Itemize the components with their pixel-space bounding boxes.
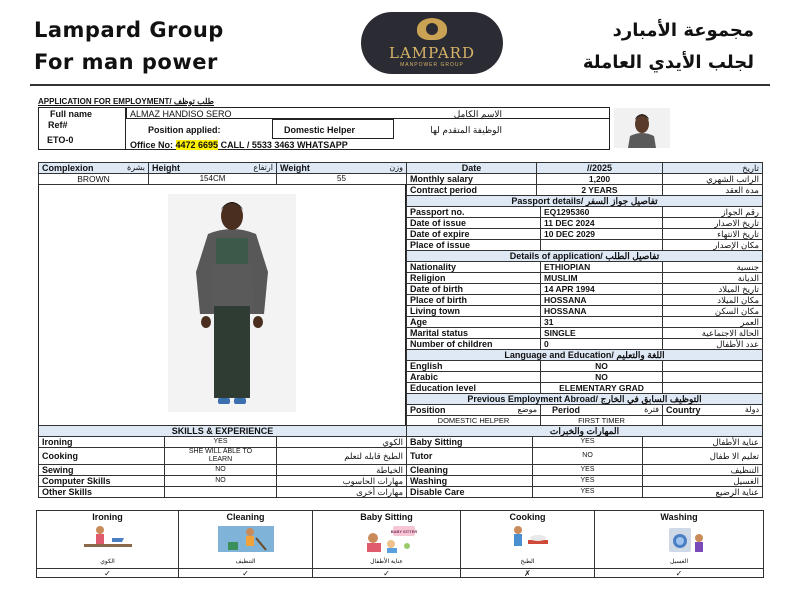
skill-right-arabic: تعليم الا طفال <box>643 448 763 465</box>
details-row-label: Nationality <box>407 262 541 273</box>
skill-card-mark: ✓ <box>179 568 312 578</box>
skill-card-title: Baby Sitting <box>360 512 413 522</box>
skills-row <box>39 437 763 448</box>
company-logo <box>361 12 503 74</box>
details-row-value: 0 <box>541 339 663 350</box>
skill-right-arabic: عناية الأطفال <box>643 437 763 448</box>
brand-tagline-arabic: لجلب الأيدي العاملة <box>582 52 754 73</box>
details-row-arabic: تاريخ الميلاد <box>663 284 763 295</box>
details-row-value: 31 <box>541 317 663 328</box>
details-row-arabic: جنسية <box>663 262 763 273</box>
prev-position-value: DOMESTIC HELPER <box>407 416 541 427</box>
skill-card-title: Washing <box>660 512 698 522</box>
position-arabic: الوظيفة المتقدم لها <box>430 125 502 135</box>
brand-name-arabic: مجموعة الأمبارد <box>612 20 754 41</box>
passport-row <box>407 240 763 251</box>
skill-left-arabic: مهارات الحاسوب <box>277 476 407 487</box>
skills-row <box>39 448 763 465</box>
skill-left-arabic: الخياطة <box>277 465 407 476</box>
full-name-value: ALMAZ HANDISO SERO <box>130 109 232 119</box>
skill-card-mark: ✓ <box>313 568 460 578</box>
language-row-arabic <box>663 372 763 383</box>
language-section-header: Language and Education/ اللغة والتعليم <box>407 350 763 361</box>
language-row-label: Arabic <box>407 372 541 383</box>
skill-card-title: Cleaning <box>226 512 265 522</box>
complexion-header: Complexion بشرة <box>39 163 149 174</box>
details-row <box>407 328 763 339</box>
passport-row-arabic: رقم الجواز <box>663 207 763 218</box>
skill-right-label: Cleaning <box>407 465 533 476</box>
skill-right-label: Baby Sitting <box>407 437 533 448</box>
details-row-value: 14 APR 1994 <box>541 284 663 295</box>
svg-text:BABY SITTER: BABY SITTER <box>390 529 417 534</box>
language-row-value: ELEMENTARY GRAD <box>541 383 663 394</box>
details-row-value: HOSSANA <box>541 306 663 317</box>
previous-employment-header: Previous Employment Abroad/ التوظيف السابق في الخارج <box>407 394 763 405</box>
skill-left-label: Ironing <box>39 437 165 448</box>
details-row <box>407 317 763 328</box>
passport-section-header: Passport details/ تفاصيل جواز السفر <box>407 196 763 207</box>
skills-header-arabic: المهارات والخبرات <box>407 426 763 437</box>
ironing-icon <box>37 524 178 559</box>
logo-subtitle: MANPOWER GROUP <box>400 62 464 68</box>
ref-value: ETO-0 <box>47 135 74 145</box>
details-row-arabic: الديانة <box>663 273 763 284</box>
salary-label: Monthly salary <box>407 174 537 185</box>
skill-card <box>313 511 461 578</box>
skill-card <box>179 511 313 578</box>
date-arabic: تاريخ <box>663 163 763 174</box>
contract-period-label: Contract period <box>407 185 537 196</box>
contract-period-arabic: مدة العقد <box>663 185 763 196</box>
logo-emblem-icon <box>417 18 447 40</box>
skill-right-value: YES <box>533 487 643 498</box>
passport-row-value <box>541 240 663 251</box>
details-row-label: Place of birth <box>407 295 541 306</box>
skill-right-arabic: الغسيل <box>643 476 763 487</box>
contract-period-value: 2 YEARS <box>537 185 663 196</box>
full-name-label: Full name <box>50 109 93 119</box>
passport-row-arabic: مكان الإصدار <box>663 240 763 251</box>
language-row-label: Education level <box>407 383 541 394</box>
weight-header: Weight وزن <box>277 163 407 174</box>
details-row-value: SINGLE <box>541 328 663 339</box>
page-header <box>0 0 800 84</box>
ref-label: Ref# <box>48 120 68 130</box>
details-row-arabic: مكان السكن <box>663 306 763 317</box>
position-value: Domestic Helper <box>284 125 356 135</box>
passport-row-value: 10 DEC 2029 <box>541 229 663 240</box>
skill-right-label: Washing <box>407 476 533 487</box>
prev-country-header: Country دولة <box>663 405 763 416</box>
language-row-label: English <box>407 361 541 372</box>
skill-card-title: Ironing <box>92 512 123 522</box>
skill-left-arabic: مهارات أخرى <box>277 487 407 498</box>
cleaning-icon <box>179 524 312 559</box>
date-value: //2025 <box>537 163 663 174</box>
skill-left-value: NO <box>165 465 277 476</box>
skill-card-mark: ✓ <box>37 568 178 578</box>
cooking-icon <box>461 524 594 559</box>
passport-row-label: Place of issue <box>407 240 541 251</box>
language-row <box>407 361 763 372</box>
details-section-header: Details of application/ تفاصيل الطلب <box>407 251 763 262</box>
details-row-label: Age <box>407 317 541 328</box>
passport-row-arabic: تاريخ الاصدار <box>663 218 763 229</box>
salary-arabic: الراتب الشهري <box>663 174 763 185</box>
language-row-arabic <box>663 361 763 372</box>
details-row-label: Living town <box>407 306 541 317</box>
brand-tagline-english: For man power <box>34 50 218 74</box>
brand-name-english: Lampard Group <box>34 18 224 42</box>
height-value: 154CM <box>149 174 277 185</box>
details-row-arabic: مكان الميلاد <box>663 295 763 306</box>
applicant-photo-full <box>168 194 296 412</box>
skill-left-label: Other Skills <box>39 487 165 498</box>
details-table <box>406 195 763 394</box>
details-row-label: Marital status <box>407 328 541 339</box>
skills-row <box>39 487 763 498</box>
details-row-label: Number of children <box>407 339 541 350</box>
skill-right-value: YES <box>533 465 643 476</box>
passport-row-label: Passport no. <box>407 207 541 218</box>
skill-left-arabic: الطبخ قابله لتعلم <box>277 448 407 465</box>
skill-card <box>37 511 179 578</box>
skill-card-mark: ✗ <box>461 568 594 578</box>
details-row-value: HOSSANA <box>541 295 663 306</box>
passport-row <box>407 229 763 240</box>
baby-sitting-icon <box>313 524 460 559</box>
complexion-value: BROWN <box>39 174 149 185</box>
passport-row-value: EQ1295360 <box>541 207 663 218</box>
skill-card-arabic: عناية الأطفال <box>370 559 403 565</box>
details-row-value: MUSLIM <box>541 273 663 284</box>
details-row <box>407 306 763 317</box>
skills-row <box>39 476 763 487</box>
skills-row <box>39 465 763 476</box>
details-row <box>407 273 763 284</box>
details-row <box>407 284 763 295</box>
details-row-arabic: الحالة الاجتماعية <box>663 328 763 339</box>
skill-card <box>595 511 763 578</box>
skill-right-value: YES <box>533 437 643 448</box>
skill-card-arabic: الطبخ <box>520 559 535 565</box>
office-number-highlight: 4472 6695 <box>175 140 219 150</box>
passport-row-value: 11 DEC 2024 <box>541 218 663 229</box>
skill-right-arabic: عناية الرضيع <box>643 487 763 498</box>
language-row-value: NO <box>541 372 663 383</box>
details-row-label: Religion <box>407 273 541 284</box>
logo-wordmark: LAMPARD <box>388 44 476 62</box>
prev-position-header: Position موضع <box>407 405 541 416</box>
skill-card-arabic: التنظيف <box>235 559 256 565</box>
skill-icon-strip <box>36 510 764 578</box>
prev-period-header: Period فترة <box>541 405 663 416</box>
details-row <box>407 262 763 273</box>
skill-card-arabic: الغسيل <box>669 559 689 565</box>
language-row <box>407 372 763 383</box>
previous-employment-table <box>406 393 763 427</box>
office-contact: Office No: 4472 6695 CALL / 5533 3463 WHATSAPP <box>130 140 348 150</box>
skill-card-arabic: الكوي <box>100 559 115 565</box>
skill-left-label: Computer Skills <box>39 476 165 487</box>
physical-attributes-table <box>38 162 407 185</box>
skill-left-value: NO <box>165 476 277 487</box>
skill-right-value: YES <box>533 476 643 487</box>
height-header: Height ارتفاع <box>149 163 277 174</box>
skills-table <box>38 425 763 498</box>
passport-row <box>407 207 763 218</box>
skill-left-arabic: الكوي <box>277 437 407 448</box>
skill-left-label: Sewing <box>39 465 165 476</box>
skill-left-value: SHE WILL ABLE TO LEARN <box>165 448 277 465</box>
application-title: APPLICATION FOR EMPLOYMENT/ طلب توظف <box>38 97 214 106</box>
passport-row-label: Date of issue <box>407 218 541 229</box>
language-row-value: NO <box>541 361 663 372</box>
skill-card <box>461 511 595 578</box>
language-row-arabic <box>663 383 763 394</box>
washing-icon <box>595 524 763 559</box>
skill-card-title: Cooking <box>509 512 546 522</box>
weight-value: 55 <box>277 174 407 185</box>
prev-period-value: FIRST TIMER <box>541 416 663 427</box>
skill-left-label: Cooking <box>39 448 165 465</box>
skill-right-label: Tutor <box>407 448 533 465</box>
details-row-label: Date of birth <box>407 284 541 295</box>
skill-card-mark: ✓ <box>595 568 763 578</box>
details-row <box>407 295 763 306</box>
salary-value: 1,200 <box>537 174 663 185</box>
skill-left-value: YES <box>165 437 277 448</box>
position-label: Position applied: <box>148 125 221 135</box>
contract-table <box>406 162 763 196</box>
applicant-photo-small <box>614 108 670 148</box>
skill-right-label: Disable Care <box>407 487 533 498</box>
header-divider <box>30 84 770 86</box>
passport-row-label: Date of expire <box>407 229 541 240</box>
date-label: Date <box>407 163 537 174</box>
language-row <box>407 383 763 394</box>
details-row <box>407 339 763 350</box>
skill-left-value <box>165 487 277 498</box>
details-row-arabic: عدد الأطفال <box>663 339 763 350</box>
skill-right-arabic: التنظيف <box>643 465 763 476</box>
passport-row <box>407 218 763 229</box>
skill-right-value: NO <box>533 448 643 465</box>
details-row-arabic: العمر <box>663 317 763 328</box>
passport-row-arabic: تاريخ الانتهاء <box>663 229 763 240</box>
skills-header-english: SKILLS & EXPERIENCE <box>39 426 407 437</box>
details-row-value: ETHIOPIAN <box>541 262 663 273</box>
full-name-arabic: الاسم الكامل <box>453 109 502 119</box>
